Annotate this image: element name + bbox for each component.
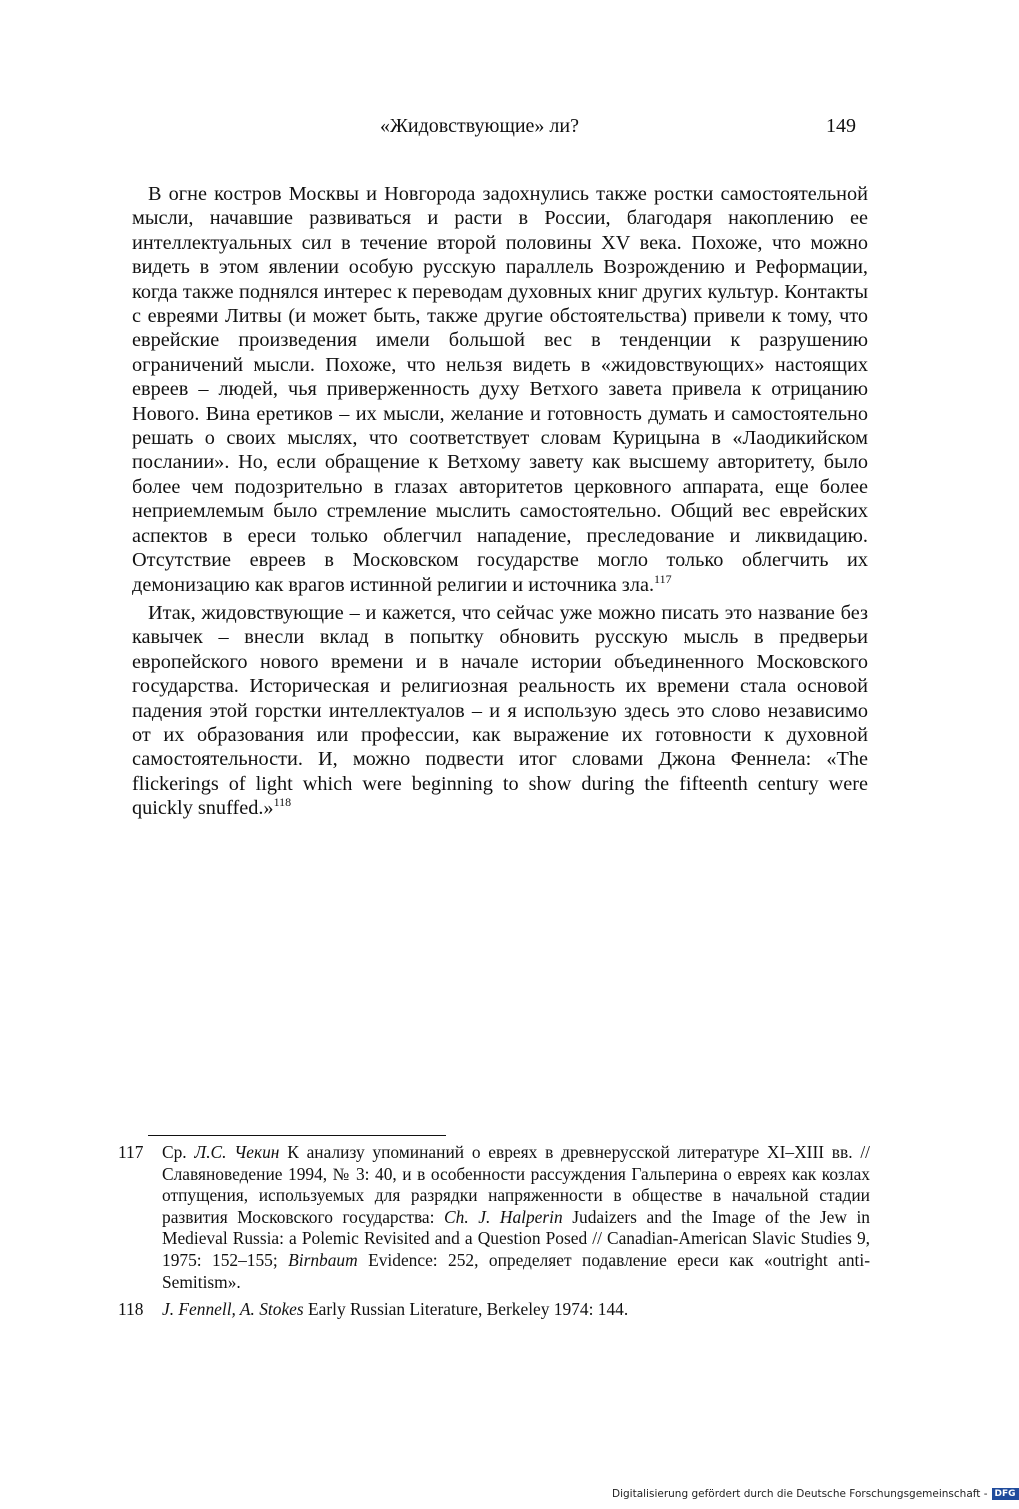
digitization-credit bbox=[612, 1487, 1019, 1501]
footnote-segment: Judaizers and the Image of the Jew in Medieval Russia: a Polemic Revisited and a Question Posed // Canadian-American Slavic Studies 9, 1975: 152–155; bbox=[162, 1206, 870, 1270]
footnote-author: Л.С. Чекин bbox=[194, 1142, 280, 1162]
footnote-ref-117: 117 bbox=[654, 571, 672, 586]
main-text bbox=[132, 182, 868, 821]
footnote-number: 118 bbox=[118, 1299, 144, 1320]
footnotes bbox=[118, 1142, 870, 1321]
paragraph-2 bbox=[132, 601, 868, 821]
footnote-118 bbox=[118, 1299, 870, 1321]
footnote-author: J. Fennell, A. Stokes bbox=[162, 1299, 304, 1320]
footnote-segment: К анализу упоминаний о евреях в древнерусской литературе XI–XIII вв. // Славяноведение 1994, № 3: 40, и в особенности рассуждения Гальперина о евреях как козлах отпущения, используемых для разрядки напряженности в обществе в начальной стадии развития Московского государства: bbox=[162, 1142, 871, 1227]
footnote-segment: Evidence: 252, определяет подавление ереси как «outright anti-Semitism». bbox=[162, 1249, 870, 1292]
footnote-number: 117 bbox=[118, 1142, 144, 1162]
footnote-separator bbox=[148, 1135, 446, 1136]
paragraph-1-text: В огне костров Москвы и Новгорода задохнулись также ростки самостоятельной мысли, начавшие развиваться и расти в России, благодаря накоплению ее интеллектуальных сил в течение второй половины XV века. Похоже, что можно видеть в этом явлении особую русскую параллель Возрождению и Реформации, когда также поднялся интерес к переводам духовных книг других культур. Контакты с евреями Литвы (и может быть, также другие обстоятельства) привели к тому, что еврейские произведения имели большой вес в тенденции к разрушению ограничений мысли. Похоже, что нельзя видеть в «жидовствующих» настоящих евреев – людей, чья приверженность духу Ветхого завета привела к отрицанию Нового. Вина еретиков – их мысли, желание и готовность думать и самостоятельно решать о своих мыслях, что соответствует словам Курицына в «Лаодикийском послании». Но, если обращение к Ветхому завету как высшему авторитету, было более чем подозрительно в глазах авторитетов церковного аппарата, еще более неприемлемым было стремление мыслить самостоятельно. Общий вес еврейских аспектов в ереси только облегчил нападение, преследование и ликвидацию. Отсутствие евреев в Московском государстве могло только облегчить их демонизацию как врагов истинной религии и источника зла. bbox=[132, 183, 868, 596]
footnote-117 bbox=[118, 1142, 870, 1293]
dfg-logo: DFG bbox=[992, 1488, 1019, 1500]
footnote-segment: Early Russian Literature, Berkeley 1974: 144. bbox=[303, 1299, 629, 1320]
footnote-lead: Ср. bbox=[162, 1142, 195, 1162]
page-number: 149 bbox=[826, 115, 856, 137]
footnote-text bbox=[162, 1299, 628, 1319]
footnote-ref-118: 118 bbox=[273, 795, 292, 810]
footnote-text bbox=[162, 1142, 870, 1292]
running-title: «Жидовствующие» ли? bbox=[380, 115, 579, 137]
footnote-author: Ch. J. Halperin bbox=[444, 1206, 563, 1227]
credit-text: Digitalisierung gefördert durch die Deutsche Forschungsgemeinschaft - bbox=[612, 1488, 988, 1500]
paragraph-2-text: Итак, жидовствующие – и кажется, что сейчас уже можно писать это название без кавычек – внесли вклад в попытку обновить русскую мысль в предверьи европейского нового времени и в начале истории объединенного Московского государства. Историческая и религиозная реальность их времени стала основой падения этой горстки интеллектуалов – и я использую здесь это слово независимо от их образования или профессии, как выражение их готовности к духовной самостоятельности. И, можно подвести итог словами Джона Феннела: «The flickerings of light which were beginning to show during the fifteenth century were quickly snuffed.» bbox=[132, 601, 868, 820]
footnote-author: Birnbaum bbox=[288, 1249, 358, 1270]
paragraph-1 bbox=[132, 182, 868, 597]
